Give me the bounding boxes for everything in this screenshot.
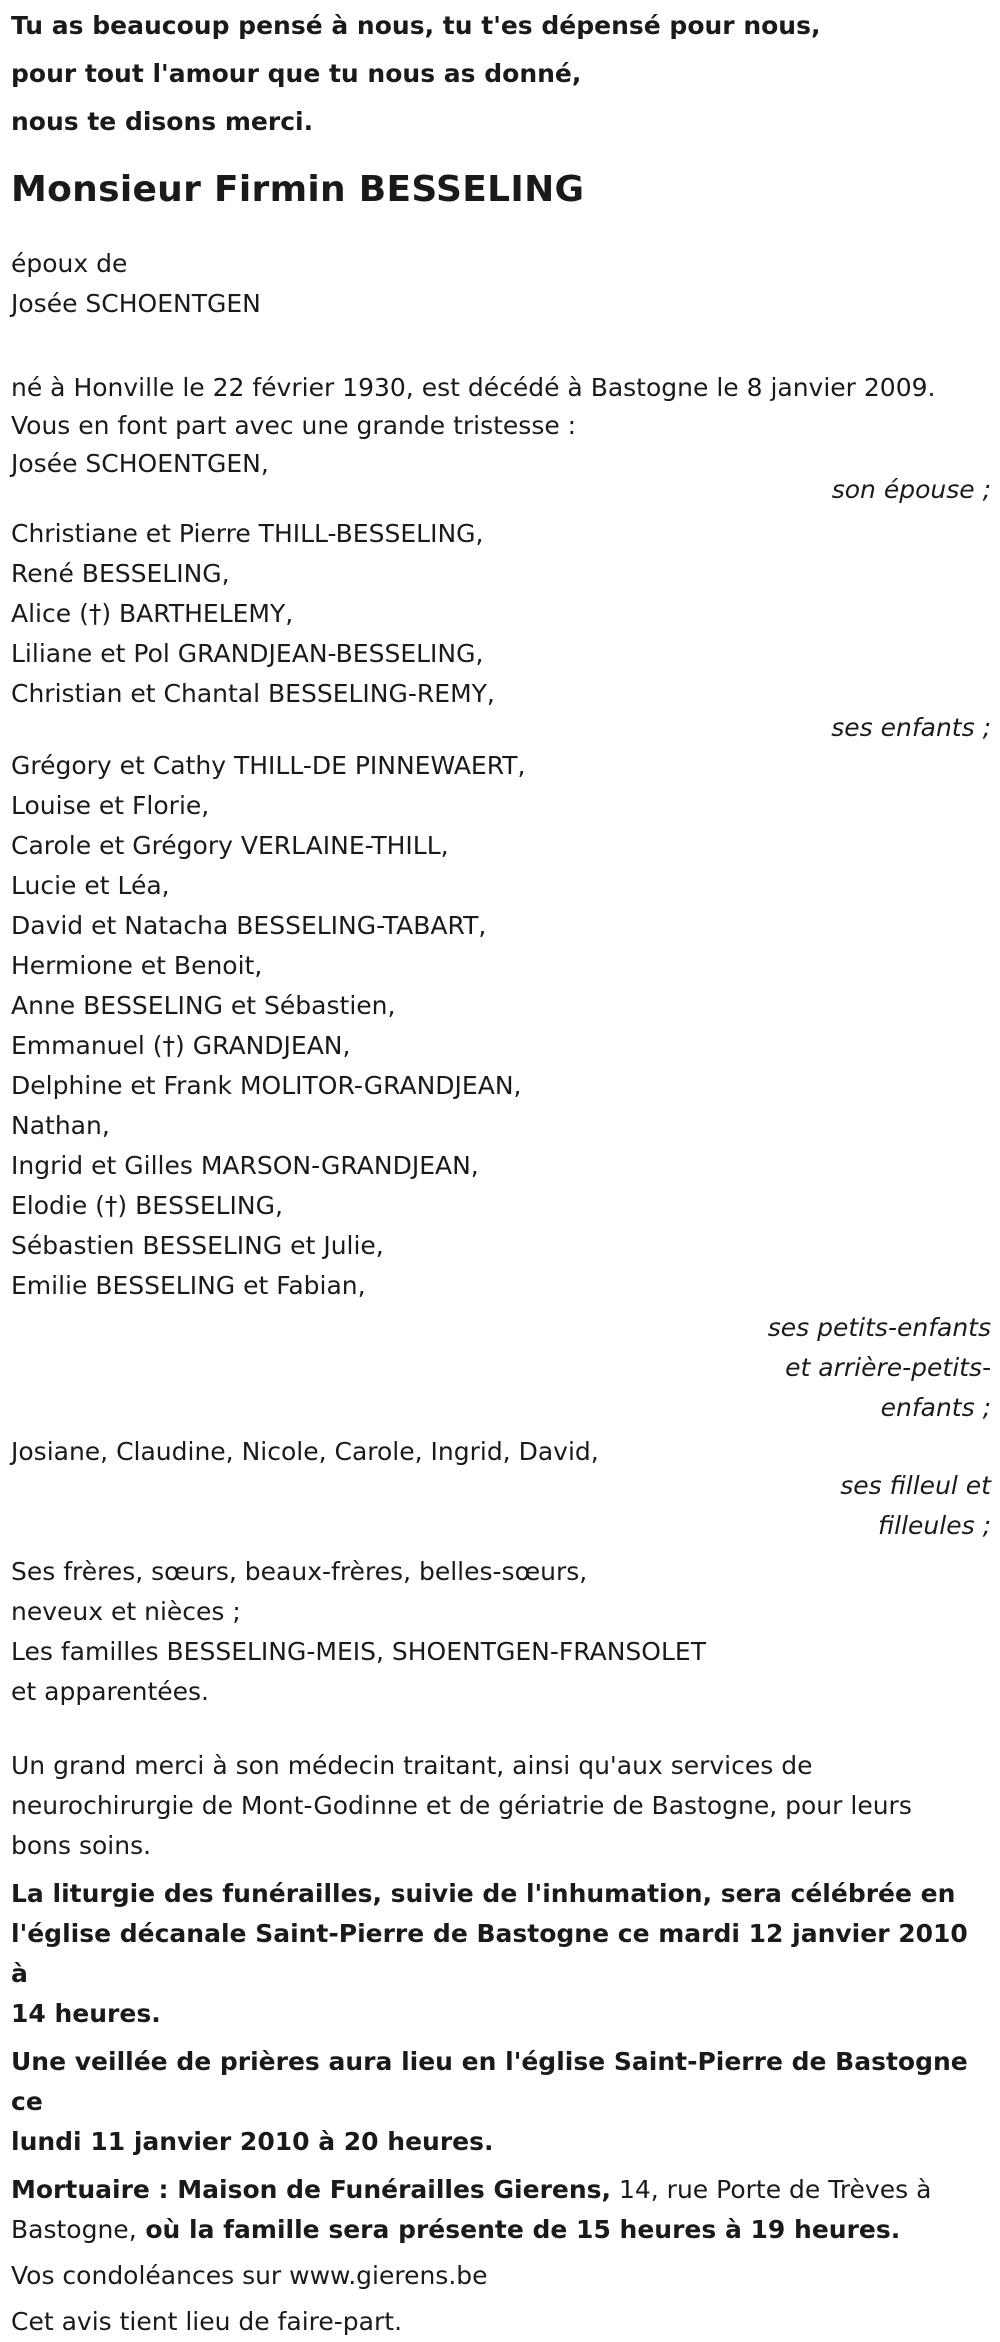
birth-death: né à Honville le 22 février 1930, est décédé à Bastogne le 8 janvier 2009. bbox=[11, 373, 936, 402]
group-role-line: filleules ; bbox=[878, 1511, 991, 1540]
group-role-line: et arrière-petits- bbox=[785, 1353, 991, 1382]
group-name: David et Natacha BESSELING-TABART, bbox=[11, 911, 487, 940]
group-petits-enfants bbox=[11, 746, 991, 1428]
group-name: René BESSELING, bbox=[11, 559, 230, 588]
spouse-label: époux de bbox=[11, 249, 128, 278]
group-name: Carole et Grégory VERLAINE-THILL, bbox=[11, 831, 449, 860]
mortuary-city: Bastogne, bbox=[11, 2215, 137, 2244]
group-name: Lucie et Léa, bbox=[11, 871, 170, 900]
group-name: Josiane, Claudine, Nicole, Carole, Ingrid, David, bbox=[11, 1437, 599, 1466]
thanks-line: Un grand merci à son médecin traitant, ainsi qu'aux services de bbox=[11, 1751, 813, 1780]
group-name: Josée SCHOENTGEN, bbox=[11, 449, 269, 478]
poem-line: Tu as beaucoup pensé à nous, tu t'es dépensé pour nous, bbox=[11, 11, 821, 40]
group-name: Elodie (†) BESSELING, bbox=[11, 1191, 283, 1220]
vigil-line: lundi 11 janvier 2010 à 20 heures. bbox=[11, 2127, 494, 2156]
poem-line: nous te disons merci. bbox=[11, 107, 314, 136]
obituary-content bbox=[11, 2, 991, 2342]
mortuary-line-2 bbox=[11, 2210, 991, 2250]
group-name: Delphine et Frank MOLITOR-GRANDJEAN, bbox=[11, 1071, 522, 1100]
mortuary-address: 14, rue Porte de Trèves à bbox=[611, 2175, 932, 2204]
poem bbox=[11, 2, 991, 146]
liturgy bbox=[11, 1874, 991, 2034]
vigil bbox=[11, 2042, 991, 2162]
group-name: Emmanuel (†) GRANDJEAN, bbox=[11, 1031, 351, 1060]
group-filleuls bbox=[11, 1432, 991, 1546]
group-name: Alice (†) BARTHELEMY, bbox=[11, 599, 294, 628]
obituary-page bbox=[0, 2, 1000, 2336]
family-line: Les familles BESSELING-MEIS, SHOENTGEN-FRANSOLET bbox=[11, 1637, 706, 1666]
group-name: Christiane et Pierre THILL-BESSELING, bbox=[11, 519, 484, 548]
group-enfants bbox=[11, 514, 991, 748]
extended-family bbox=[11, 1552, 991, 1712]
spouse-name: Josée SCHOENTGEN bbox=[11, 289, 261, 318]
group-name: Anne BESSELING et Sébastien, bbox=[11, 991, 396, 1020]
family-line: et apparentées. bbox=[11, 1677, 209, 1706]
vigil-line: Une veillée de prières aura lieu en l'église Saint-Pierre de Bastogne ce bbox=[11, 2047, 968, 2116]
notice: Cet avis tient lieu de faire-part. bbox=[11, 2307, 403, 2336]
group-name: Sébastien BESSELING et Julie, bbox=[11, 1231, 384, 1260]
deceased-name: Monsieur Firmin BESSELING bbox=[11, 169, 585, 210]
mortuary-label: Mortuaire : Maison de Funérailles Gierens, bbox=[11, 2175, 612, 2204]
group-name: Emilie BESSELING et Fabian, bbox=[11, 1271, 366, 1300]
thanks-line: bons soins. bbox=[11, 1831, 152, 1860]
mortuary-line-1 bbox=[11, 2170, 991, 2210]
group-role-line: enfants ; bbox=[880, 1393, 991, 1422]
family-line: neveux et nièces ; bbox=[11, 1597, 241, 1626]
poem-line: pour tout l'amour que tu nous as donné, bbox=[11, 59, 582, 88]
group-role-line: ses petits-enfants bbox=[767, 1313, 991, 1342]
group-name: Ingrid et Gilles MARSON-GRANDJEAN, bbox=[11, 1151, 479, 1180]
thanks bbox=[11, 1746, 991, 1866]
liturgy-line: 14 heures. bbox=[11, 1999, 161, 2028]
mortuary bbox=[11, 2170, 991, 2250]
thanks-line: neurochirurgie de Mont-Godinne et de gériatrie de Bastogne, pour leurs bbox=[11, 1791, 912, 1820]
mortuary-hours: où la famille sera présente de 15 heures à 19 heures. bbox=[136, 2215, 901, 2244]
group-role bbox=[11, 1308, 991, 1428]
announce: Vous en font part avec une grande tristesse : bbox=[11, 411, 577, 440]
group-name: Grégory et Cathy THILL-DE PINNEWAERT, bbox=[11, 751, 526, 780]
group-name: Louise et Florie, bbox=[11, 791, 210, 820]
group-role: son épouse ; bbox=[831, 475, 991, 504]
group-name: Christian et Chantal BESSELING-REMY, bbox=[11, 679, 495, 708]
group-epouse bbox=[11, 444, 991, 510]
liturgy-line: La liturgie des funérailles, suivie de l'inhumation, sera célébrée en bbox=[11, 1879, 956, 1908]
group-name: Nathan, bbox=[11, 1111, 110, 1140]
group-name: Hermione et Benoit, bbox=[11, 951, 263, 980]
liturgy-line: l'église décanale Saint-Pierre de Bastogne ce mardi 12 janvier 2010 à bbox=[11, 1919, 968, 1988]
group-role bbox=[11, 1466, 991, 1546]
group-name: Liliane et Pol GRANDJEAN-BESSELING, bbox=[11, 639, 484, 668]
condolences: Vos condoléances sur www.gierens.be bbox=[11, 2261, 488, 2290]
family-line: Ses frères, sœurs, beaux-frères, belles-sœurs, bbox=[11, 1557, 588, 1586]
group-role-line: ses filleul et bbox=[840, 1471, 991, 1500]
group-role: ses enfants ; bbox=[831, 713, 991, 742]
